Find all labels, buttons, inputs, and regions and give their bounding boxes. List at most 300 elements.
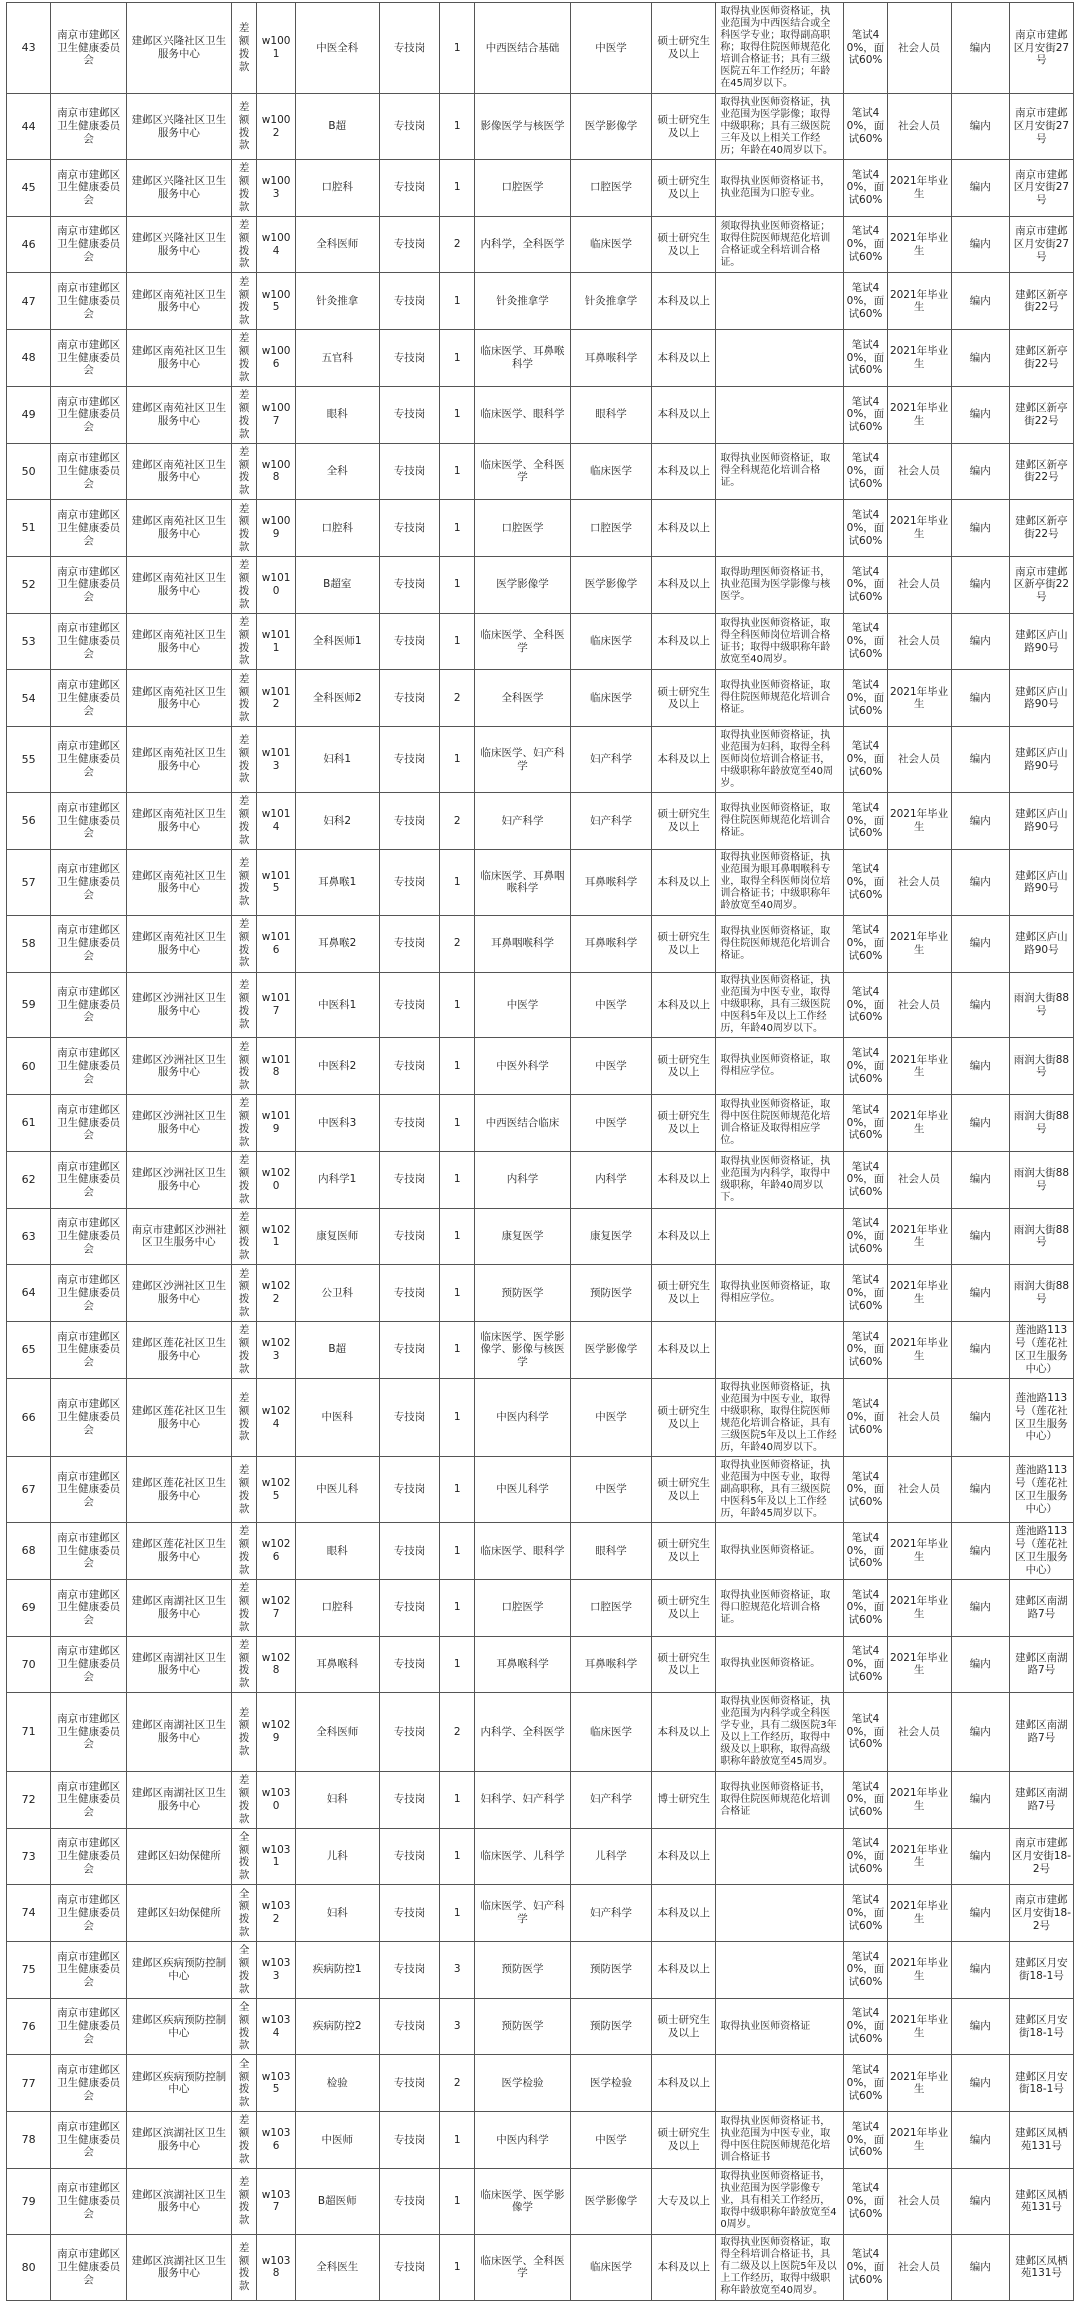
cell-exam-weight: 笔试40%，面试60%: [844, 2055, 887, 2112]
cell-candidate-source: 2021年毕业生: [887, 1038, 951, 1095]
cell-employer-unit: 建邺区疾病预防控制中心: [126, 1942, 231, 1999]
cell-employer-unit: 建邺区沙洲社区卫生服务中心: [126, 1038, 231, 1095]
cell-staffing-plan: 编内: [951, 2112, 1009, 2169]
cell-staffing-plan: 编内: [951, 1998, 1009, 2055]
cell-education: 硕士研究生及以上: [652, 915, 716, 972]
cell-staffing-plan: 编内: [951, 557, 1009, 614]
cell-requirements: [716, 1828, 844, 1885]
cell-major: 中医内科学: [475, 1378, 571, 1457]
cell-headcount: 1: [440, 273, 475, 330]
table-row: [7, 613, 1074, 670]
cell-headcount: 1: [440, 1771, 475, 1828]
cell-row-number: 62: [7, 1151, 51, 1208]
cell-major: 中医儿科学: [475, 1457, 571, 1523]
cell-funding-type: 差额拨款: [231, 1771, 257, 1828]
cell-post-name: 全科医师2: [295, 670, 379, 727]
cell-department: 南京市建邺区卫生健康委员会: [51, 727, 127, 793]
cell-post-name: 中医科2: [295, 1038, 379, 1095]
cell-row-number: 71: [7, 1693, 51, 1772]
cell-work-address: 南京市建邺区月安街18-2号: [1009, 1828, 1073, 1885]
cell-education: 硕士研究生及以上: [652, 1636, 716, 1693]
cell-requirements: 取得执业医师资格证，取得住院医师规范化培训合格证。: [716, 915, 844, 972]
cell-post-name: 中医儿科: [295, 1457, 379, 1523]
cell-department: 南京市建邺区卫生健康委员会: [51, 216, 127, 273]
cell-exam-weight: 笔试40%，面试60%: [844, 1038, 887, 1095]
cell-row-number: 68: [7, 1523, 51, 1580]
cell-post-name: 儿科: [295, 1828, 379, 1885]
cell-education: 本科及以上: [652, 2234, 716, 2300]
cell-major-category: 耳鼻喉科学: [570, 849, 652, 915]
cell-headcount: 1: [440, 1208, 475, 1265]
cell-candidate-source: 2021年毕业生: [887, 1636, 951, 1693]
cell-headcount: 2: [440, 216, 475, 273]
cell-employer-unit: 建邺区滨湖社区卫生服务中心: [126, 2234, 231, 2300]
cell-major-category: 口腔医学: [570, 1579, 652, 1636]
cell-requirements: 取得执业医师资格证，取得口腔规范化培训合格证。: [716, 1579, 844, 1636]
cell-employer-unit: 建邺区沙洲社区卫生服务中心: [126, 1095, 231, 1152]
cell-post-name: 检验: [295, 2055, 379, 2112]
cell-exam-weight: 笔试40%，面试60%: [844, 557, 887, 614]
cell-candidate-source: 社会人员: [887, 849, 951, 915]
cell-staffing-plan: 编内: [951, 1038, 1009, 1095]
cell-major-category: 口腔医学: [570, 500, 652, 557]
cell-post-name: 疾病防控2: [295, 1998, 379, 2055]
cell-requirements: 取得执业医师资格证，取得相应学位。: [716, 1038, 844, 1095]
cell-funding-type: 差额拨款: [231, 915, 257, 972]
cell-post-code: w1015: [257, 849, 295, 915]
cell-exam-weight: 笔试40%，面试60%: [844, 1942, 887, 1999]
cell-exam-weight: 笔试40%，面试60%: [844, 1151, 887, 1208]
cell-post-type: 专技岗: [379, 1095, 440, 1152]
cell-post-name: 中医科3: [295, 1095, 379, 1152]
cell-requirements: [716, 2055, 844, 2112]
cell-education: 硕士研究生及以上: [652, 1038, 716, 1095]
cell-requirements: 取得执业医师资格证，取得全科培训合格证书，具有二级及以上医院5年及以上工作经历，取得中级职称年龄放宽至40周岁。: [716, 2234, 844, 2300]
cell-department: 南京市建邺区卫生健康委员会: [51, 915, 127, 972]
cell-major: 影像医学与核医学: [475, 94, 571, 160]
cell-post-type: 专技岗: [379, 1998, 440, 2055]
cell-exam-weight: 笔试40%，面试60%: [844, 613, 887, 670]
cell-employer-unit: 建邺区南苑社区卫生服务中心: [126, 915, 231, 972]
table-row: [7, 727, 1074, 793]
cell-major-category: 口腔医学: [570, 160, 652, 217]
cell-education: 硕士研究生及以上: [652, 1579, 716, 1636]
cell-work-address: 雨润大街88号: [1009, 1151, 1073, 1208]
cell-post-name: 妇科1: [295, 727, 379, 793]
cell-post-name: 耳鼻喉1: [295, 849, 379, 915]
cell-exam-weight: 笔试40%，面试60%: [844, 443, 887, 500]
cell-staffing-plan: 编内: [951, 1523, 1009, 1580]
cell-staffing-plan: 编内: [951, 330, 1009, 387]
cell-department: 南京市建邺区卫生健康委员会: [51, 1151, 127, 1208]
cell-candidate-source: 2021年毕业生: [887, 2055, 951, 2112]
cell-candidate-source: 2021年毕业生: [887, 273, 951, 330]
cell-row-number: 44: [7, 94, 51, 160]
cell-staffing-plan: 编内: [951, 1457, 1009, 1523]
cell-funding-type: 差额拨款: [231, 1322, 257, 1379]
cell-post-type: 专技岗: [379, 2234, 440, 2300]
cell-funding-type: 差额拨款: [231, 1457, 257, 1523]
cell-department: 南京市建邺区卫生健康委员会: [51, 3, 127, 94]
table-row: [7, 1942, 1074, 1999]
cell-post-code: w1030: [257, 1771, 295, 1828]
cell-work-address: 南京市建邺区月安街18-2号: [1009, 1885, 1073, 1942]
cell-work-address: 建邺区新亭街22号: [1009, 386, 1073, 443]
cell-department: 南京市建邺区卫生健康委员会: [51, 557, 127, 614]
cell-requirements: 取得执业医师资格证，取得住院医师规范化培训合格证。: [716, 670, 844, 727]
cell-employer-unit: 建邺区兴隆社区卫生服务中心: [126, 3, 231, 94]
cell-staffing-plan: 编内: [951, 273, 1009, 330]
cell-headcount: 1: [440, 2168, 475, 2234]
cell-work-address: 建邺区庐山路90号: [1009, 613, 1073, 670]
table-row: [7, 1771, 1074, 1828]
cell-candidate-source: 2021年毕业生: [887, 1265, 951, 1322]
cell-education: 本科及以上: [652, 1693, 716, 1772]
cell-employer-unit: 建邺区兴隆社区卫生服务中心: [126, 160, 231, 217]
cell-candidate-source: 社会人员: [887, 2234, 951, 2300]
table-row: [7, 915, 1074, 972]
cell-post-name: 妇科: [295, 1771, 379, 1828]
cell-post-type: 专技岗: [379, 1636, 440, 1693]
cell-post-name: B超室: [295, 557, 379, 614]
cell-post-type: 专技岗: [379, 1885, 440, 1942]
cell-headcount: 3: [440, 1998, 475, 2055]
cell-requirements: 取得执业医师资格证，执业范围为内科学或全科医学专业，具有二级医院3年及以上工作经历，取得中级及以上职称，取得高级职称年龄放宽至45周岁。: [716, 1693, 844, 1772]
cell-requirements: [716, 1322, 844, 1379]
cell-major-category: 耳鼻喉科学: [570, 915, 652, 972]
cell-post-code: w1004: [257, 216, 295, 273]
cell-post-code: w1031: [257, 1828, 295, 1885]
cell-employer-unit: 建邺区沙洲社区卫生服务中心: [126, 1151, 231, 1208]
cell-row-number: 75: [7, 1942, 51, 1999]
cell-work-address: 建邺区南湖路7号: [1009, 1579, 1073, 1636]
cell-staffing-plan: 编内: [951, 972, 1009, 1038]
cell-staffing-plan: 编内: [951, 1828, 1009, 1885]
cell-education: 本科及以上: [652, 1942, 716, 1999]
cell-employer-unit: 建邺区南苑社区卫生服务中心: [126, 500, 231, 557]
cell-funding-type: 差额拨款: [231, 972, 257, 1038]
table-body: [7, 3, 1074, 2301]
cell-requirements: [716, 1208, 844, 1265]
cell-exam-weight: 笔试40%，面试60%: [844, 1828, 887, 1885]
cell-headcount: 1: [440, 330, 475, 387]
cell-funding-type: 全额拨款: [231, 1885, 257, 1942]
cell-post-code: w1036: [257, 2112, 295, 2169]
cell-work-address: 南京市建邺区新亭街22号: [1009, 557, 1073, 614]
cell-row-number: 74: [7, 1885, 51, 1942]
table-row: [7, 2055, 1074, 2112]
cell-major: 医学检验: [475, 2055, 571, 2112]
cell-headcount: 1: [440, 386, 475, 443]
cell-department: 南京市建邺区卫生健康委员会: [51, 273, 127, 330]
cell-work-address: 建邺区新亭街22号: [1009, 443, 1073, 500]
cell-post-type: 专技岗: [379, 1322, 440, 1379]
cell-post-type: 专技岗: [379, 1523, 440, 1580]
cell-exam-weight: 笔试40%，面试60%: [844, 1265, 887, 1322]
cell-post-code: w1027: [257, 1579, 295, 1636]
cell-employer-unit: 建邺区南湖社区卫生服务中心: [126, 1636, 231, 1693]
table-row: [7, 386, 1074, 443]
cell-employer-unit: 建邺区南苑社区卫生服务中心: [126, 849, 231, 915]
cell-post-name: 中医科1: [295, 972, 379, 1038]
cell-major-category: 中医学: [570, 972, 652, 1038]
table-row: [7, 2168, 1074, 2234]
cell-post-code: w1022: [257, 1265, 295, 1322]
cell-row-number: 43: [7, 3, 51, 94]
cell-post-type: 专技岗: [379, 1208, 440, 1265]
cell-major: 临床医学、医学影像学、影像与核医学: [475, 1322, 571, 1379]
cell-employer-unit: 建邺区妇幼保健所: [126, 1885, 231, 1942]
cell-post-type: 专技岗: [379, 1828, 440, 1885]
cell-major: 耳鼻咽喉科学: [475, 915, 571, 972]
cell-work-address: 雨润大街88号: [1009, 1208, 1073, 1265]
cell-major: 针灸推拿学: [475, 273, 571, 330]
cell-headcount: 1: [440, 1828, 475, 1885]
cell-work-address: 莲池路113号（莲花社区卫生服务中心）: [1009, 1378, 1073, 1457]
cell-candidate-source: 2021年毕业生: [887, 1579, 951, 1636]
cell-requirements: 取得执业医师资格证，取得全科医师岗位培训合格证书；取得中级职称年龄放宽至40周岁。: [716, 613, 844, 670]
cell-major: 妇科学、妇产科学: [475, 1771, 571, 1828]
cell-requirements: 取得执业医师资格证，执业范围为眼耳鼻咽喉科专业，取得全科医师岗位培训合格证书；中级职称年龄放宽至40周岁。: [716, 849, 844, 915]
cell-department: 南京市建邺区卫生健康委员会: [51, 330, 127, 387]
cell-row-number: 67: [7, 1457, 51, 1523]
table-row: [7, 2234, 1074, 2300]
cell-work-address: 雨润大街88号: [1009, 1095, 1073, 1152]
cell-post-type: 专技岗: [379, 1579, 440, 1636]
cell-major: 临床医学、耳鼻咽喉科学: [475, 849, 571, 915]
cell-funding-type: 差额拨款: [231, 443, 257, 500]
cell-post-type: 专技岗: [379, 500, 440, 557]
cell-employer-unit: 建邺区南苑社区卫生服务中心: [126, 386, 231, 443]
cell-major-category: 临床医学: [570, 216, 652, 273]
cell-requirements: 须取得执业医师资格证；取得住院医师规范化培训合格证或全科培训合格证。: [716, 216, 844, 273]
cell-post-type: 专技岗: [379, 557, 440, 614]
cell-candidate-source: 社会人员: [887, 3, 951, 94]
cell-post-name: 妇科: [295, 1885, 379, 1942]
cell-education: 硕士研究生及以上: [652, 2112, 716, 2169]
cell-staffing-plan: 编内: [951, 2234, 1009, 2300]
table-row: [7, 2112, 1074, 2169]
cell-row-number: 80: [7, 2234, 51, 2300]
cell-education: 硕士研究生及以上: [652, 1265, 716, 1322]
cell-exam-weight: 笔试40%，面试60%: [844, 216, 887, 273]
cell-staffing-plan: 编内: [951, 386, 1009, 443]
cell-post-code: w1012: [257, 670, 295, 727]
cell-funding-type: 差额拨款: [231, 386, 257, 443]
cell-exam-weight: 笔试40%，面试60%: [844, 1208, 887, 1265]
cell-requirements: 取得执业医师资格证，执业范围为中医专业，取得中级职称，取得住院医师规范化培训合格证，具有三级医院5年及以上工作经历，年龄40周岁以下。: [716, 1378, 844, 1457]
cell-post-type: 专技岗: [379, 3, 440, 94]
cell-work-address: 建邺区新亭街22号: [1009, 330, 1073, 387]
cell-major-category: 针灸推拿学: [570, 273, 652, 330]
cell-education: 本科及以上: [652, 1885, 716, 1942]
cell-work-address: 建邺区庐山路90号: [1009, 915, 1073, 972]
cell-post-code: w1003: [257, 160, 295, 217]
cell-candidate-source: 2021年毕业生: [887, 670, 951, 727]
cell-row-number: 61: [7, 1095, 51, 1152]
cell-post-name: 耳鼻喉科: [295, 1636, 379, 1693]
cell-major: 中医外科学: [475, 1038, 571, 1095]
cell-major: 中医内科学: [475, 2112, 571, 2169]
cell-exam-weight: 笔试40%，面试60%: [844, 1771, 887, 1828]
cell-headcount: 1: [440, 1378, 475, 1457]
cell-candidate-source: 社会人员: [887, 94, 951, 160]
cell-major: 临床医学、眼科学: [475, 386, 571, 443]
cell-post-name: 内科学1: [295, 1151, 379, 1208]
cell-department: 南京市建邺区卫生健康委员会: [51, 1942, 127, 1999]
cell-major-category: 预防医学: [570, 1265, 652, 1322]
cell-requirements: 取得执业医师资格证，取得住院医师规范化培训合格证。: [716, 793, 844, 850]
cell-staffing-plan: 编内: [951, 1579, 1009, 1636]
cell-headcount: 1: [440, 1038, 475, 1095]
cell-row-number: 54: [7, 670, 51, 727]
cell-education: 博士研究生: [652, 1771, 716, 1828]
cell-staffing-plan: 编内: [951, 1942, 1009, 1999]
cell-headcount: 1: [440, 972, 475, 1038]
cell-staffing-plan: 编内: [951, 1095, 1009, 1152]
cell-employer-unit: 建邺区南苑社区卫生服务中心: [126, 273, 231, 330]
cell-funding-type: 差额拨款: [231, 1378, 257, 1457]
cell-major-category: 临床医学: [570, 670, 652, 727]
cell-work-address: 建邺区凤栖苑131号: [1009, 2112, 1073, 2169]
table-row: [7, 1998, 1074, 2055]
table-row: [7, 1885, 1074, 1942]
cell-work-address: 建邺区庐山路90号: [1009, 793, 1073, 850]
cell-post-type: 专技岗: [379, 1265, 440, 1322]
cell-post-type: 专技岗: [379, 2112, 440, 2169]
cell-department: 南京市建邺区卫生健康委员会: [51, 1636, 127, 1693]
cell-exam-weight: 笔试40%，面试60%: [844, 2168, 887, 2234]
cell-major-category: 中医学: [570, 1095, 652, 1152]
cell-row-number: 70: [7, 1636, 51, 1693]
cell-employer-unit: 建邺区莲花社区卫生服务中心: [126, 1457, 231, 1523]
cell-education: 本科及以上: [652, 1828, 716, 1885]
cell-major-category: 医学影像学: [570, 2168, 652, 2234]
cell-department: 南京市建邺区卫生健康委员会: [51, 1378, 127, 1457]
cell-education: 硕士研究生及以上: [652, 793, 716, 850]
cell-headcount: 1: [440, 3, 475, 94]
cell-funding-type: 全额拨款: [231, 1998, 257, 2055]
cell-row-number: 46: [7, 216, 51, 273]
cell-post-code: w1025: [257, 1457, 295, 1523]
cell-work-address: 莲池路113号（莲花社区卫生服务中心）: [1009, 1457, 1073, 1523]
table-row: [7, 557, 1074, 614]
cell-department: 南京市建邺区卫生健康委员会: [51, 500, 127, 557]
table-row: [7, 1151, 1074, 1208]
cell-staffing-plan: 编内: [951, 793, 1009, 850]
cell-work-address: 建邺区庐山路90号: [1009, 727, 1073, 793]
cell-post-name: B超: [295, 1322, 379, 1379]
cell-candidate-source: 2021年毕业生: [887, 1828, 951, 1885]
cell-major: 康复医学: [475, 1208, 571, 1265]
cell-education: 硕士研究生及以上: [652, 1095, 716, 1152]
cell-staffing-plan: 编内: [951, 2055, 1009, 2112]
cell-post-type: 专技岗: [379, 1457, 440, 1523]
cell-funding-type: 差额拨款: [231, 2168, 257, 2234]
table-row: [7, 273, 1074, 330]
cell-major: 口腔医学: [475, 500, 571, 557]
cell-row-number: 59: [7, 972, 51, 1038]
cell-staffing-plan: 编内: [951, 1208, 1009, 1265]
cell-major-category: 医学影像学: [570, 557, 652, 614]
cell-exam-weight: 笔试40%，面试60%: [844, 1636, 887, 1693]
cell-education: 本科及以上: [652, 557, 716, 614]
cell-work-address: 建邺区南湖路7号: [1009, 1693, 1073, 1772]
cell-post-name: 口腔科: [295, 160, 379, 217]
cell-funding-type: 差额拨款: [231, 2234, 257, 2300]
table-row: [7, 1095, 1074, 1152]
cell-post-code: w1019: [257, 1095, 295, 1152]
cell-headcount: 2: [440, 2055, 475, 2112]
cell-post-code: w1017: [257, 972, 295, 1038]
cell-row-number: 53: [7, 613, 51, 670]
cell-post-code: w1020: [257, 1151, 295, 1208]
cell-headcount: 1: [440, 727, 475, 793]
cell-post-name: 妇科2: [295, 793, 379, 850]
cell-post-type: 专技岗: [379, 670, 440, 727]
table-row: [7, 500, 1074, 557]
cell-employer-unit: 建邺区沙洲社区卫生服务中心: [126, 1265, 231, 1322]
cell-work-address: 建邺区南湖路7号: [1009, 1771, 1073, 1828]
cell-exam-weight: 笔试40%，面试60%: [844, 3, 887, 94]
cell-major: 预防医学: [475, 1265, 571, 1322]
cell-post-code: w1011: [257, 613, 295, 670]
cell-candidate-source: 2021年毕业生: [887, 330, 951, 387]
cell-requirements: 取得执业医师资格证，取得全科规范化培训合格证。: [716, 443, 844, 500]
cell-exam-weight: 笔试40%，面试60%: [844, 972, 887, 1038]
cell-post-type: 专技岗: [379, 1378, 440, 1457]
cell-major-category: 内科学: [570, 1151, 652, 1208]
cell-staffing-plan: 编内: [951, 613, 1009, 670]
cell-post-code: w1018: [257, 1038, 295, 1095]
cell-work-address: 建邺区月安街18-1号: [1009, 2055, 1073, 2112]
cell-funding-type: 差额拨款: [231, 273, 257, 330]
cell-requirements: [716, 330, 844, 387]
cell-row-number: 52: [7, 557, 51, 614]
cell-post-type: 专技岗: [379, 1038, 440, 1095]
cell-row-number: 48: [7, 330, 51, 387]
cell-education: 本科及以上: [652, 443, 716, 500]
cell-candidate-source: 社会人员: [887, 2168, 951, 2234]
cell-candidate-source: 2021年毕业生: [887, 1322, 951, 1379]
cell-staffing-plan: 编内: [951, 1885, 1009, 1942]
cell-major-category: 预防医学: [570, 1998, 652, 2055]
cell-employer-unit: 建邺区南苑社区卫生服务中心: [126, 557, 231, 614]
cell-funding-type: 差额拨款: [231, 793, 257, 850]
cell-major-category: 医学影像学: [570, 1322, 652, 1379]
cell-post-code: w1005: [257, 273, 295, 330]
cell-department: 南京市建邺区卫生健康委员会: [51, 1208, 127, 1265]
cell-post-name: 五官科: [295, 330, 379, 387]
cell-post-name: 中医全科: [295, 3, 379, 94]
cell-department: 南京市建邺区卫生健康委员会: [51, 160, 127, 217]
cell-requirements: 取得执业医师资格证。: [716, 1523, 844, 1580]
table-row: [7, 793, 1074, 850]
cell-row-number: 65: [7, 1322, 51, 1379]
cell-department: 南京市建邺区卫生健康委员会: [51, 1265, 127, 1322]
cell-major-category: 眼科学: [570, 386, 652, 443]
cell-row-number: 64: [7, 1265, 51, 1322]
cell-funding-type: 差额拨款: [231, 1636, 257, 1693]
cell-funding-type: 差额拨款: [231, 1208, 257, 1265]
cell-funding-type: 差额拨款: [231, 727, 257, 793]
cell-exam-weight: 笔试40%，面试60%: [844, 1693, 887, 1772]
cell-post-name: 康复医师: [295, 1208, 379, 1265]
cell-major: 临床医学、全科医学: [475, 2234, 571, 2300]
cell-post-code: w1013: [257, 727, 295, 793]
cell-education: 硕士研究生及以上: [652, 1378, 716, 1457]
cell-department: 南京市建邺区卫生健康委员会: [51, 443, 127, 500]
